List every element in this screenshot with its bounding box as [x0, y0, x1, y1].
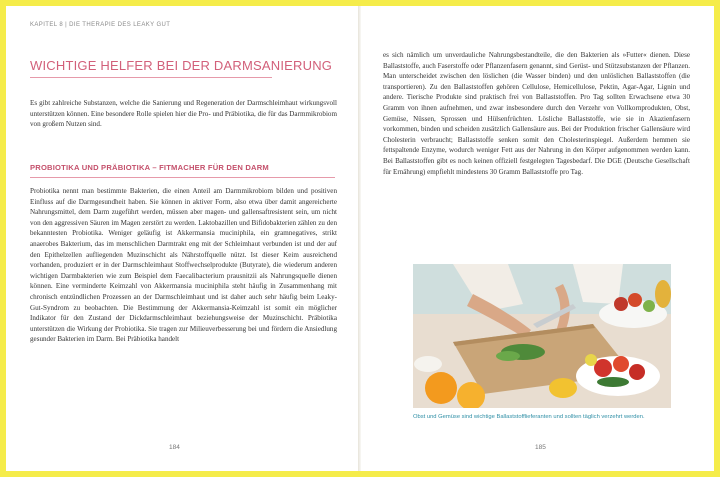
chapter-section-title: WICHTIGE HELFER BEI DER DARMSANIERUNG: [30, 58, 333, 73]
intro-paragraph: Es gibt zahlreiche Substanzen, welche die Sanierung und Regeneration der Darmschleimhaut wirkungsvoll unterstützen können. Eine besondere Rolle spielen hier die Pro- und Präbiotika, die für das Darmmikrobiom von großem Nutzen sind.: [30, 99, 337, 129]
running-head: KAPITEL 8 | DIE THERAPIE DES LEAKY GUT: [30, 22, 171, 28]
subtitle-underline: [30, 177, 335, 178]
right-page: [361, 6, 714, 471]
left-page: [6, 6, 359, 471]
page-number-right: 185: [535, 444, 546, 451]
title-underline: [30, 77, 272, 78]
vegetables-photo: [413, 264, 671, 408]
body-text-left: Probiotika nennt man bestimmte Bakterien, die einen Anteil am Darmmikrobiom bilden und positiven Einfluss auf die Darmgesundheit haben. Sie können in aktiver Form, also etwa über damit angereicherte Nahrungsmittel, dem Darm zugeführt werden, müssen aber magen- und gallensaftresistent sein, um nicht von den aggressiven Säuren im Magen zerstört zu werden. Laktobazillen und Bifidobakterien zählen zu den bekanntesten Probiotika. Weniger geläufig ist Akkermansia muciniphila, ein gramnegatives, strikt anaerobes Bakterium, das im menschlichen Darmtrakt eng mit der Schleimhaut verbunden ist und der auf den Epithelzellen aufliegenden Muzinschicht als Nährstoffquelle nützt. Ist dieser Keim ausreichend vorhanden, produziert er in der Darmschleimhaut Stoffwechselprodukte (Butyrate), die wiederum anderen wichtigen Darmbakterien wie zum Beispiel dem Faecalibacterium prausnitzii als Nahrungsquelle dienen können. Eine verminderte Keimzahl von Akkermansia muciniphila steht häufig in Zusammenhang mit chronisch entzündlichen Prozessen an der Darmschleimhaut und ist daher auch sehr häufig beim Leaky-Gut-Syndrom zu beobachten. Die Bestimmung der Akkermansia-Keimzahl ist somit ein möglicher Indikator für den Zustand der Dickdarmschleimhaut beziehungsweise der Muzinschicht. Präbiotika unterstützen die Wirkung der Probiotika. Sie tragen zur Milieuverbesserung bei und fördern die Ansiedlung gesunder Bakterien im Darm. Bei Präbiotika handelt: [30, 187, 337, 344]
photo-caption: Obst und Gemüse sind wichtige Ballaststofflieferanten und sollten täglich verzehrt werden.: [413, 414, 645, 420]
body-text-right: es sich nämlich um unverdauliche Nahrungsbestandteile, die den Bakterien als »Futter« dienen. Diese Ballaststoffe, auch Faserstoffe oder Pflanzenfasern genannt, sind Gerüst- und Stützsubstanzen der Pflanzen. Man unterscheidet zwischen den löslichen (die Wasser binden) und den unlöslichen Ballaststoffen (die transportieren). Zu den Ballaststoffen gehören Cellulose, Hemicellulose, Pektin, Agar-Agar, Lignin und andere. Tierische Produkte sind praktisch frei von Ballaststoffen. Pro Tag sollten Erwachsene etwa 30 Gramm von ihnen aufnehmen, und zwar insbesondere durch den Verzehr von Vollkornprodukten, Obst, Gemüse, Nüssen, Sprossen und Hülsenfrüchten. Lösliche Ballaststoffe, wie sie in Akazienfasern vorkommen, binden und scheiden zusätzlich Gallensäure aus. Bei der Produktion frischer Gallensäure wird Cholesterin verbraucht; Ballaststoffe senken somit den Cholesterinspiegel. Außerdem hemmen sie fettspaltende Enzyme, wodurch weniger Fett aus der Nahrung in den Körper aufgenommen werden kann. Bei Ballaststoffen gibt es noch keinen offiziell festgelegten Tagesbedarf. Die DGE (Deutsche Gesellschaft für Ernährung) empfiehlt mindestens 30 Gramm Ballaststoffe pro Tag.: [383, 51, 690, 176]
section-subtitle: PROBIOTIKA UND PRÄBIOTIKA – FITMACHER FÜR DEN DARM: [30, 163, 269, 172]
page-number-left: 184: [169, 444, 180, 451]
